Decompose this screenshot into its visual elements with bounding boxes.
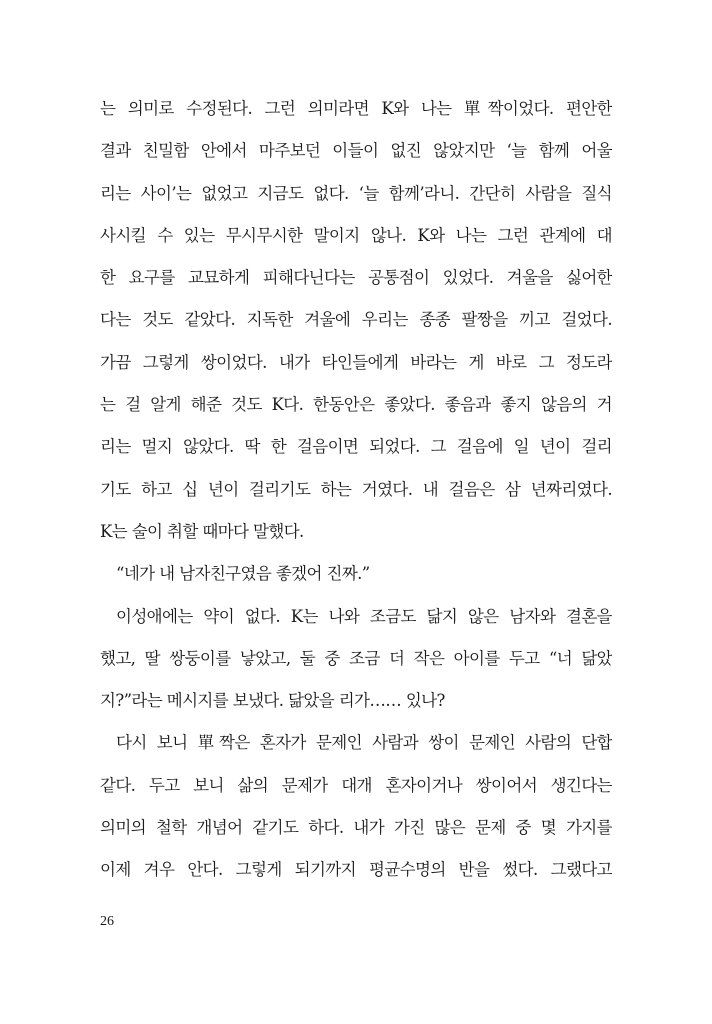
text-line: 다는 것도 같았다. 지독한 겨울에 우리는 종종 팔짱을 끼고 걸었다. [100, 310, 612, 330]
text-line: K는 술이 취할 때마다 말했다. [100, 521, 304, 541]
text-line: 다시 보니 單짝은 혼자가 문제인 사람과 쌍이 문제인 사람의 단합 [116, 733, 612, 753]
text-line: 이제 겨우 안다. 그렇게 되기까지 평균수명의 반을 썼다. 그랬다고 [100, 860, 612, 880]
body-text [100, 88, 612, 892]
text-line: 는 의미로 수정된다. 그런 의미라면 K와 나는 單짝이었다. 편안한 [100, 99, 612, 118]
text-line: 리는 멀지 않았다. 딱 한 걸음이면 되었다. 그 걸음에 일 년이 걸리 [100, 437, 612, 457]
text-line: 는 걸 알게 해준 것도 K다. 한동안은 좋았다. 좋음과 좋지 않음의 거 [100, 395, 612, 415]
text-line: 했고, 딸 쌍둥이를 낳았고, 둘 중 조금 더 작은 아이를 두고 “너 닮았 [100, 648, 612, 668]
text-line: 기도 하고 십 년이 걸리기도 하는 거였다. 내 걸음은 삼 년짜리였다. [100, 479, 612, 499]
text-line: 이성애에는 약이 없다. K는 나와 조금도 닮지 않은 남자와 결혼을 [116, 606, 612, 626]
text-line: 지?”라는 메시지를 보냈다. 닮았을 리가…… 있나? [100, 691, 445, 711]
text-line: 사시킬 수 있는 무시무시한 말이지 않나. K와 나는 그런 관계에 대 [100, 225, 612, 245]
text-line: 가끔 그렇게 쌍이었다. 내가 타인들에게 바라는 게 바로 그 정도라 [100, 352, 612, 372]
dialogue-line: “네가 내 남자친구였음 좋겠어 진짜.” [116, 564, 370, 584]
page-number: 26 [100, 914, 114, 929]
text-line: 의미의 철학 개념어 같기도 하다. 내가 가진 많은 문제 중 몇 가지를 [100, 818, 612, 838]
text-line: 결과 친밀함 안에서 마주보던 이들이 없진 않았지만 ‘늘 함께 어울 [100, 141, 612, 161]
text-line: 한 요구를 교묘하게 피해다닌다는 공통점이 있었다. 겨울을 싫어한 [100, 268, 612, 288]
text-line: 같다. 두고 보니 삶의 문제가 대개 혼자이거나 쌍이어서 생긴다는 [100, 775, 612, 795]
text-line: 리는 사이’는 없었고 지금도 없다. ‘늘 함께’라니. 간단히 사람을 질식 [100, 183, 612, 203]
